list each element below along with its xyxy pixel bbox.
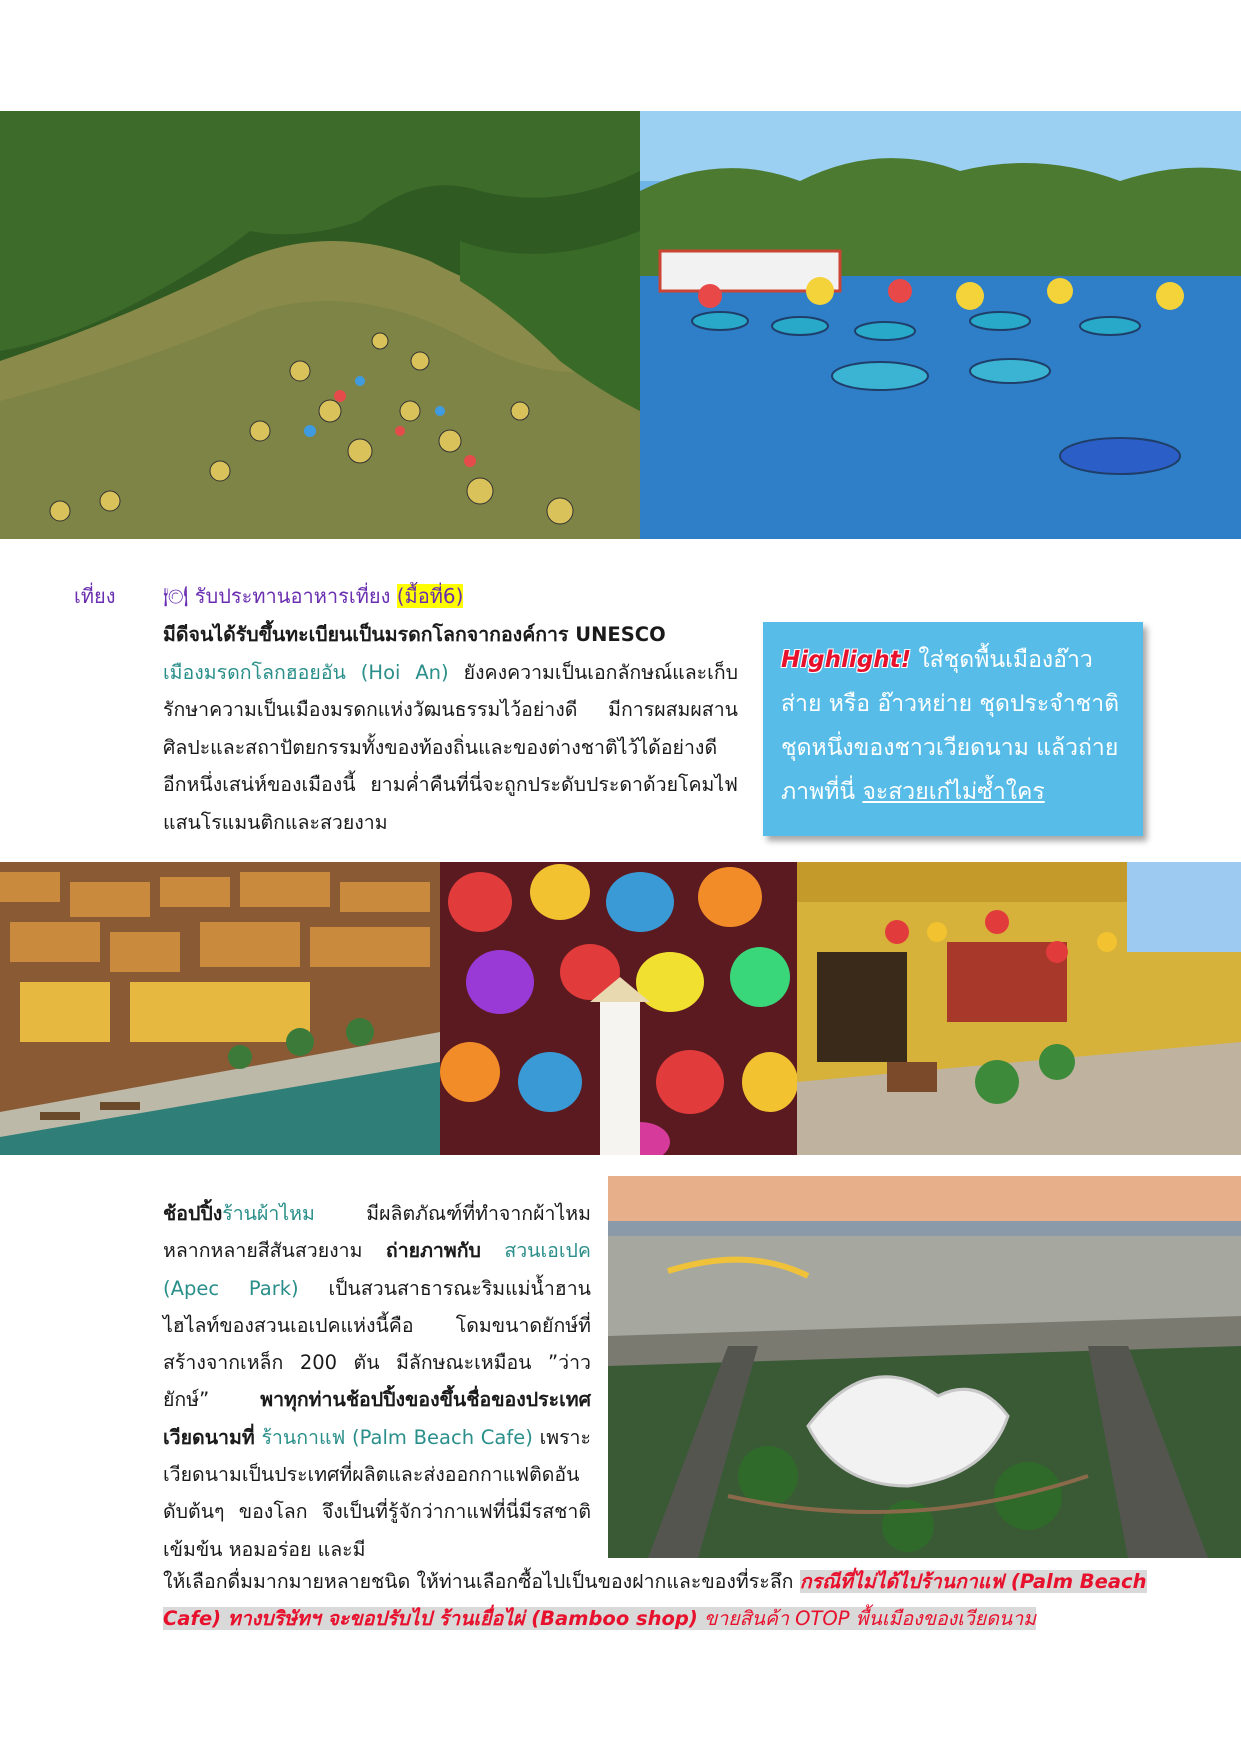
photo-basket-boats: [640, 111, 1241, 539]
shopping-text-1: มีผลิตภัณฑ์ที่ทำจากผ้าไหมหลากหลายสีสันสวยงาม: [163, 1202, 591, 1263]
meal-line: [163, 580, 463, 612]
shopping-tail: [163, 1563, 1173, 1638]
photo-yellow-street: [797, 862, 1241, 1155]
photo-lanterns: [440, 862, 797, 1155]
shopping-text-4: ให้เลือกดื่มมากมายหลายชนิด ให้ท่านเลือกซื้อไปเป็นของฝากและของที่ระลึก: [163, 1570, 800, 1593]
shopping-bold-2: พาทุกท่านช้อปปิ้งของขึ้นชื่อของประเทศเวียดนามที่: [163, 1388, 591, 1449]
hoian-name: เมืองมรดกโลกฮอยอัน (Hoi An): [163, 660, 449, 684]
highlight-box: [763, 622, 1143, 836]
photo-hoian-old-town: [0, 862, 440, 1155]
photo-coconut-forest-aerial: [0, 111, 640, 539]
plate-cutlery-icon: 🍽: [163, 584, 189, 608]
cafe-name: ร้านกาแฟ (Palm Beach Cafe): [254, 1425, 533, 1449]
apec-park-name: สวนเอเปค (Apec Park): [163, 1239, 591, 1300]
shopping-text-2: เป็นสวนสาธารณะริมแม่น้ำฮาน ไฮไลท์ของสวนเอเปคแห่งนี้คือ โดมขนาดยักษ์ที่สร้างจากเหล็ก 200 ตัน มีลักษณะเหมือน ”ว่าวยักษ์”: [163, 1276, 591, 1412]
shopping-note-bold: กรณีที่ไม่ได้ไปร้านกาแฟ (Palm Beach Cafe) ทางบริษัทฯ จะขอปรับไป ร้านเยื่อไผ่ (Bamboo shop): [163, 1570, 1147, 1631]
shopping-description: [163, 1195, 591, 1568]
hoian-body: ยังคงความเป็นเอกลักษณ์และเก็บรักษาความเป็นเมืองมรดกแห่งวัฒนธรรมไว้อย่างดี มีการผสมผสานศิลปะและสถาปัตยกรรมทั้งของท้องถิ่นและของต่างชาติไว้ได้อย่างดี อีกหนึ่งเสน่ห์ของเมืองนี้ ยามค่ำคืนที่นี่จะถูกประดับประดาด้วยโคมไฟ แสนโรแมนติกและสวยงาม: [163, 660, 738, 834]
photo-apec-park: [608, 1176, 1241, 1558]
hoian-heading: มีดีจนได้รับขึ้นทะเบียนเป็นมรดกโลกจากองค์การ UNESCO: [163, 623, 666, 646]
highlight-underlined: จะสวยเก๋ไม่ซ้ำใคร: [862, 779, 1045, 805]
meal-number-badge: (มื้อที่6): [396, 584, 464, 608]
photo-lead: ถ่ายภาพกับ: [385, 1239, 481, 1263]
hoian-description: [163, 616, 738, 841]
meal-text: รับประทานอาหารเที่ยง: [194, 584, 397, 608]
shopping-lead: ช้อปปิ้ง: [163, 1202, 223, 1225]
silk-shop-name: ร้านผ้าไหม: [222, 1202, 315, 1225]
shopping-text-3: เพราะเวียดนามเป็นประเทศที่ผลิตและส่งออกกาแฟติดอันดับต้นๆ ของโลก จึงเป็นที่รู้จักว่ากาแฟที่นี่มีรสชาติเข้มข้น หอมอร่อย และมี: [163, 1425, 591, 1561]
highlight-text: ใส่ชุดพื้นเมืองอ๊าวส่าย หรือ อ๊าวหย่าย ชุดประจำชาติชุดหนึ่งของชาวเวียดนาม แล้วถ่ายภาพที่นี่: [781, 647, 1120, 805]
shopping-note-tail: ขายสินค้า OTOP พื้นเมืองของเวียดนาม: [697, 1607, 1037, 1631]
meal-time-label: เที่ยง: [74, 584, 116, 608]
highlight-word: Highlight!: [781, 647, 912, 673]
